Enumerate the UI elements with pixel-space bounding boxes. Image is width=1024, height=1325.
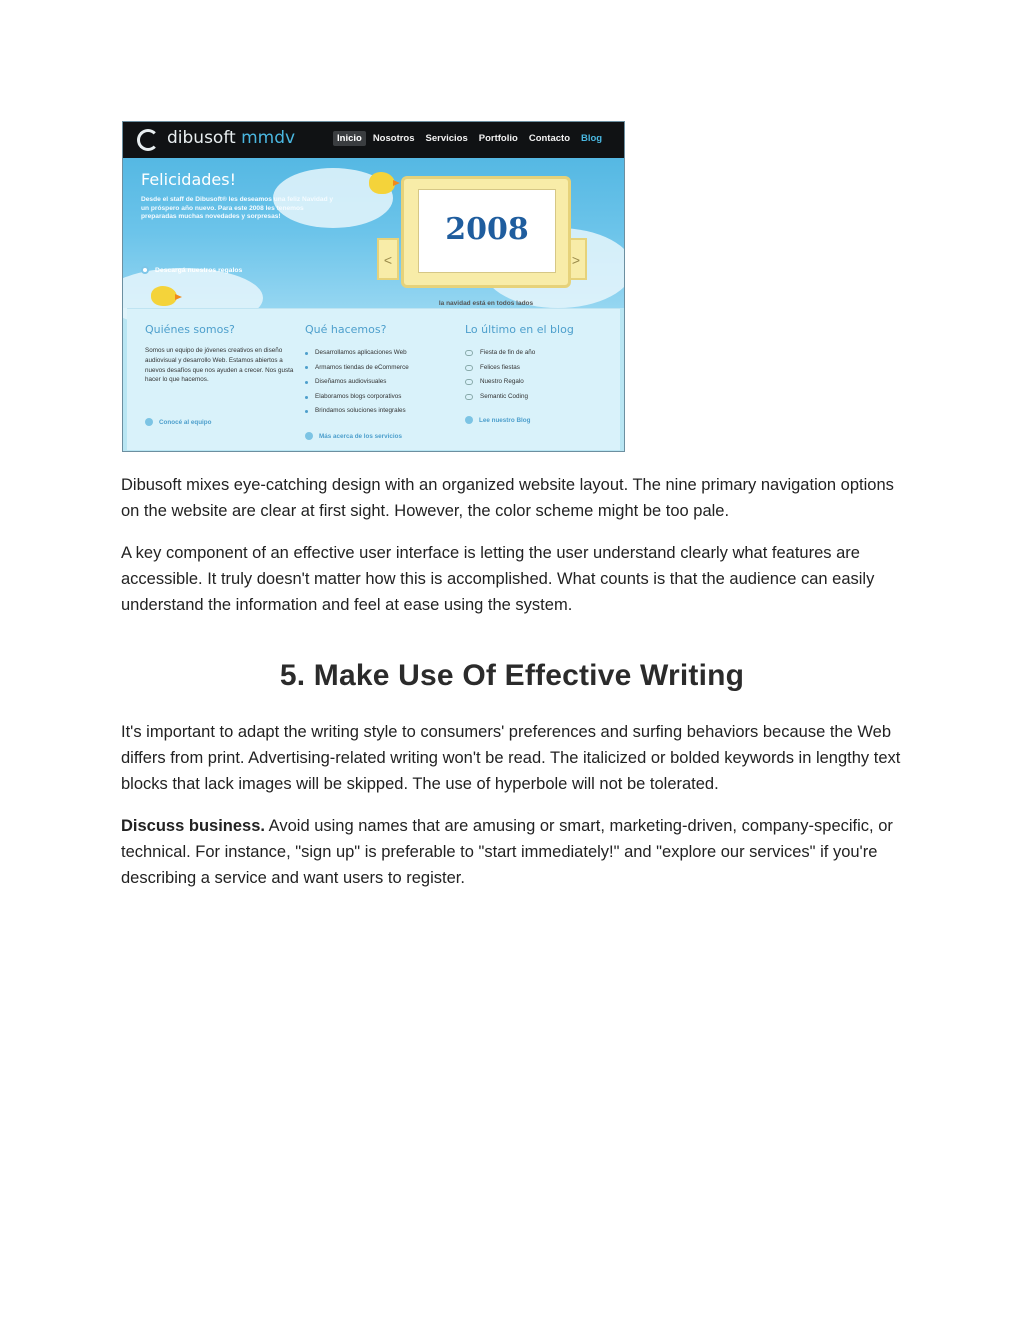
paragraph-2: A key component of an effective user interface is letting the user understand clearly what features are accessible. It truly doesn't matter how this is accomplished. What counts is that the audience can easily understand the information and feel at ease using the system. — [121, 544, 875, 614]
slideshow-frame — [401, 176, 571, 307]
paragraph-1: Dibusoft mixes eye-catching design with an organized website layout. The nine primary navigation options on the website are clear at first sight. However, the color scheme might be too pale. — [121, 476, 894, 520]
blog-post-label: Felices fiestas — [480, 363, 520, 371]
service-label: Brindamos soluciones integrales — [315, 407, 406, 415]
logo-icon — [137, 129, 159, 151]
section-heading: 5. Make Use Of Effective Writing — [279, 659, 745, 692]
list-item — [305, 375, 455, 390]
site-nav-items — [333, 131, 606, 146]
blog-link-label: Lee nuestro Blog — [479, 416, 531, 424]
list-item — [305, 361, 455, 376]
list-item — [465, 361, 615, 376]
blog-post-label: Nuestro Regalo — [480, 378, 524, 386]
list-item — [465, 346, 615, 361]
arrow-circle-icon — [145, 418, 153, 426]
services-list — [305, 346, 455, 419]
services-title: Qué hacemos? — [305, 323, 387, 336]
blog-list — [465, 346, 615, 404]
slide-year: 2008 — [445, 212, 529, 247]
site-nav-bar — [123, 122, 624, 158]
nav-servicios: Servicios — [425, 133, 468, 144]
speech-bubble-icon — [465, 379, 473, 385]
bullet-icon — [305, 410, 308, 413]
paragraph-3: It's important to adapt the writing style to consumers' preferences and surfing behaviors because the Web differs from print. Advertising-related writing won't be read. The italicized or bolded keywords in lengthy text blocks that lack images will be skipped. The use of hyperbole will not be tolerated. — [121, 723, 901, 793]
site-lower-columns — [127, 308, 620, 450]
arrow-circle-icon — [465, 416, 473, 424]
hero-text: Desde el staff de Dibusoft® les deseamos una feliz Navidad y un próspero año nuevo. Para este 2008 les tenemos preparadas muchas novedades y sorpresas! — [141, 196, 334, 221]
slide-caption: la navidad está en todos lados — [438, 300, 534, 307]
bullet-icon — [305, 352, 308, 355]
nav-portfolio: Portfolio — [478, 133, 518, 144]
website-screenshot — [122, 121, 625, 452]
list-item — [305, 346, 455, 361]
paragraph-4-bold-lead: Discuss business. — [121, 817, 265, 835]
slide-image — [418, 189, 556, 273]
bird-icon — [151, 286, 177, 306]
services-column — [305, 323, 455, 419]
next-arrow-icon: > — [565, 238, 587, 280]
service-label: Desarrollamos aplicaciones Web — [315, 349, 407, 356]
hero-title: Felicidades! — [141, 170, 237, 189]
logo-accent: mmdv — [241, 128, 296, 148]
services-link-label: Más acerca de los servicios — [319, 432, 402, 440]
list-item — [465, 390, 615, 405]
about-link — [145, 418, 211, 426]
service-label: Diseñamos audiovisuales — [315, 378, 387, 386]
service-label: Armamos tiendas de eCommerce — [315, 363, 409, 371]
paragraph-4 — [121, 813, 911, 891]
nav-blog: Blog — [581, 133, 603, 144]
about-column — [145, 323, 295, 385]
nav-nosotros: Nosotros — [372, 133, 415, 144]
prev-arrow-icon: < — [377, 238, 399, 280]
speech-bubble-icon — [465, 350, 473, 356]
list-item — [305, 390, 455, 405]
list-item — [305, 404, 455, 419]
about-text: Somos un equipo de jóvenes creativos en diseño audiovisual y desarrollo Web. Estamos abiertos a nuevos desafíos que nos ayuden a crecer. Nos gusta hacer lo que hacemos. — [145, 347, 294, 384]
blog-column — [465, 323, 615, 404]
about-link-label: Conocé al equipo — [159, 418, 212, 426]
blog-post-label: Semantic Coding — [480, 392, 528, 400]
nav-contacto: Contacto — [528, 133, 570, 144]
bullet-icon — [305, 396, 308, 399]
arrow-circle-icon — [305, 432, 313, 440]
blog-link — [465, 416, 530, 424]
site-logo — [167, 128, 295, 148]
logo-main: dibusoft — [167, 128, 236, 148]
bullet-icon — [305, 381, 308, 384]
blog-title: Lo último en el blog — [465, 323, 574, 336]
bullet-icon — [305, 366, 308, 369]
blog-post-label: Fiesta de fin de año — [480, 349, 536, 356]
list-item — [465, 375, 615, 390]
services-link — [305, 432, 402, 440]
nav-inicio: Inicio — [333, 131, 366, 146]
bird-icon — [369, 172, 395, 194]
hero-link-label: Descargá nuestros regalos — [155, 266, 243, 274]
speech-bubble-icon — [465, 365, 473, 371]
hero-download-link — [141, 266, 242, 274]
about-title: Quiénes somos? — [145, 323, 235, 336]
bullet-icon — [141, 266, 149, 274]
speech-bubble-icon — [465, 394, 473, 400]
paragraph-4-text: Avoid using names that are amusing or smart, marketing-driven, company-specific, or technical. For instance, "sign up" is preferable to "start immediately!" and "explore our services" if you're describing a service and want users to register. — [121, 817, 893, 887]
service-label: Elaboramos blogs corporativos — [315, 392, 402, 400]
